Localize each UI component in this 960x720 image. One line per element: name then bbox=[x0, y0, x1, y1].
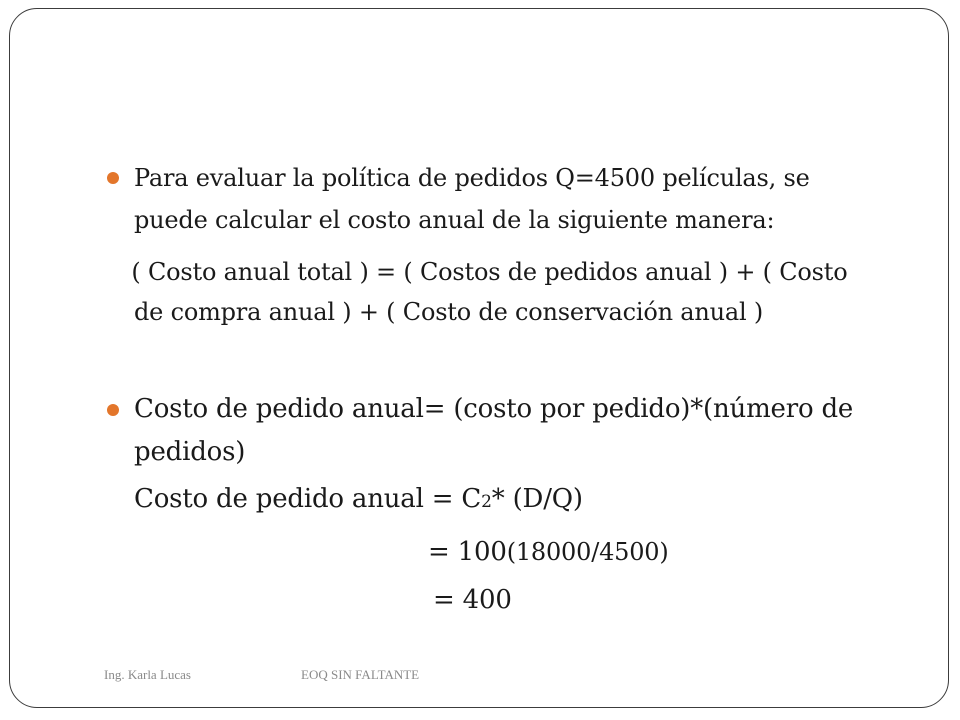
footer-author: Ing. Karla Lucas bbox=[104, 667, 191, 682]
formula-step-2: = 400 bbox=[433, 585, 512, 615]
bullet-1-line-3: ( Costo anual total ) = ( Costos de pedidos anual ) + ( Costo bbox=[124, 258, 848, 286]
bullet-1-marker bbox=[107, 172, 119, 184]
bullet-2-marker bbox=[107, 404, 119, 416]
formula-step-1 bbox=[428, 537, 669, 567]
footer-title: EOQ SIN FALTANTE bbox=[301, 667, 420, 682]
formula-subscript: 2 bbox=[481, 492, 492, 512]
formula-step-1-rest: (18000/4500) bbox=[506, 538, 669, 566]
bullet-2-line-2: pedidos) bbox=[134, 437, 246, 467]
bullet-2-line-1: Costo de pedido anual= (costo por pedido)*(número de bbox=[134, 394, 854, 424]
formula-step-1-eq: = 100 bbox=[428, 537, 507, 567]
bullet-1-line-1: Para evaluar la política de pedidos Q=4500 películas, se bbox=[134, 164, 810, 192]
formula-prefix: Costo de pedido anual = C bbox=[134, 484, 482, 514]
formula-line bbox=[134, 484, 583, 517]
bullet-1-line-2: puede calcular el costo anual de la siguiente manera: bbox=[134, 206, 775, 234]
formula-suffix: * (D/Q) bbox=[491, 484, 583, 514]
bullet-1-line-4: de compra anual ) + ( Costo de conservación anual ) bbox=[134, 298, 764, 326]
